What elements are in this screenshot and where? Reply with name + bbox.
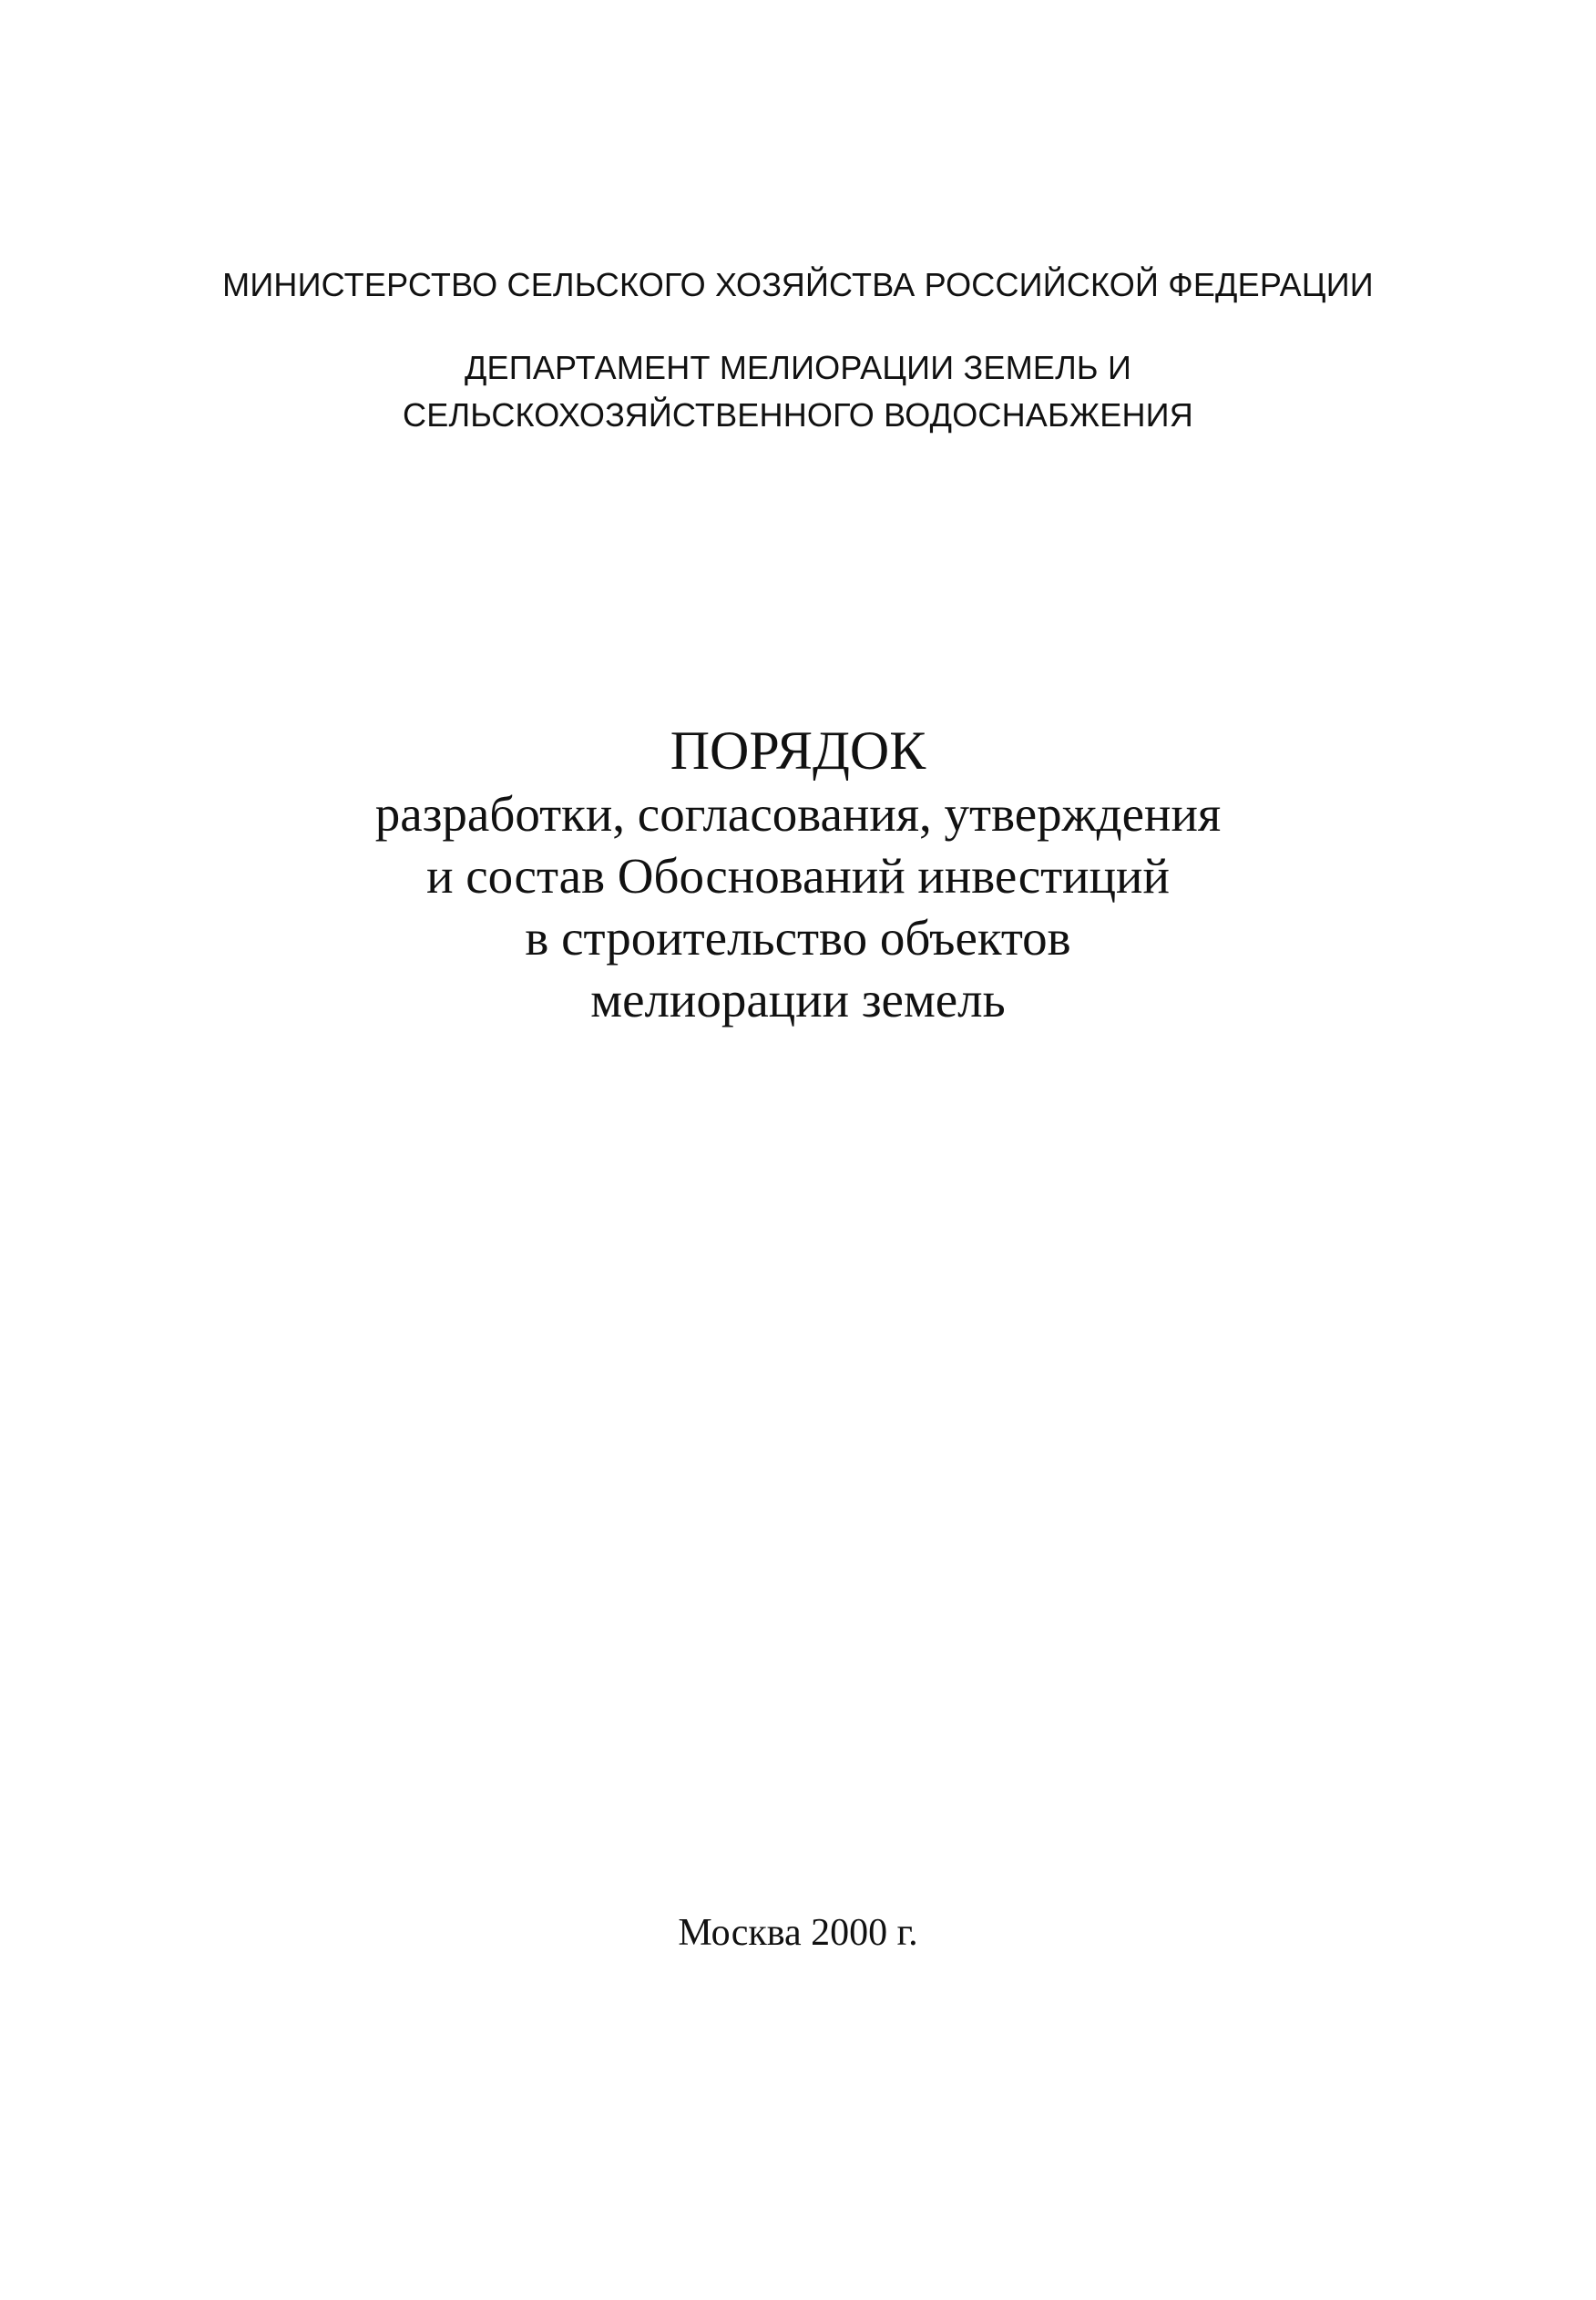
subtitle-line: в строительство объектов — [525, 910, 1071, 966]
ministry-name: МИНИСТЕРСТВО СЕЛЬСКОГО ХОЗЯЙСТВА РОССИЙСКОЙ ФЕДЕРАЦИИ — [222, 266, 1374, 303]
department-line: ДЕПАРТАМЕНТ МЕЛИОРАЦИИ ЗЕМЕЛЬ И — [464, 349, 1132, 386]
subtitle-line: мелиорации земель — [590, 972, 1006, 1027]
place-and-year: Москва 2000 г. — [678, 1912, 918, 1954]
department-line: СЕЛЬСКОХОЗЯЙСТВЕННОГО ВОДОСНАБЖЕНИЯ — [403, 396, 1193, 434]
subtitle-line: и состав Обоснований инвестиций — [426, 848, 1170, 904]
document-title-block — [0, 718, 1596, 1031]
subtitle-line: разработки, согласования, утверждения — [374, 786, 1222, 842]
department-name — [0, 344, 1596, 439]
document-subtitle — [0, 783, 1596, 1031]
document-title: ПОРЯДОК — [670, 721, 926, 781]
